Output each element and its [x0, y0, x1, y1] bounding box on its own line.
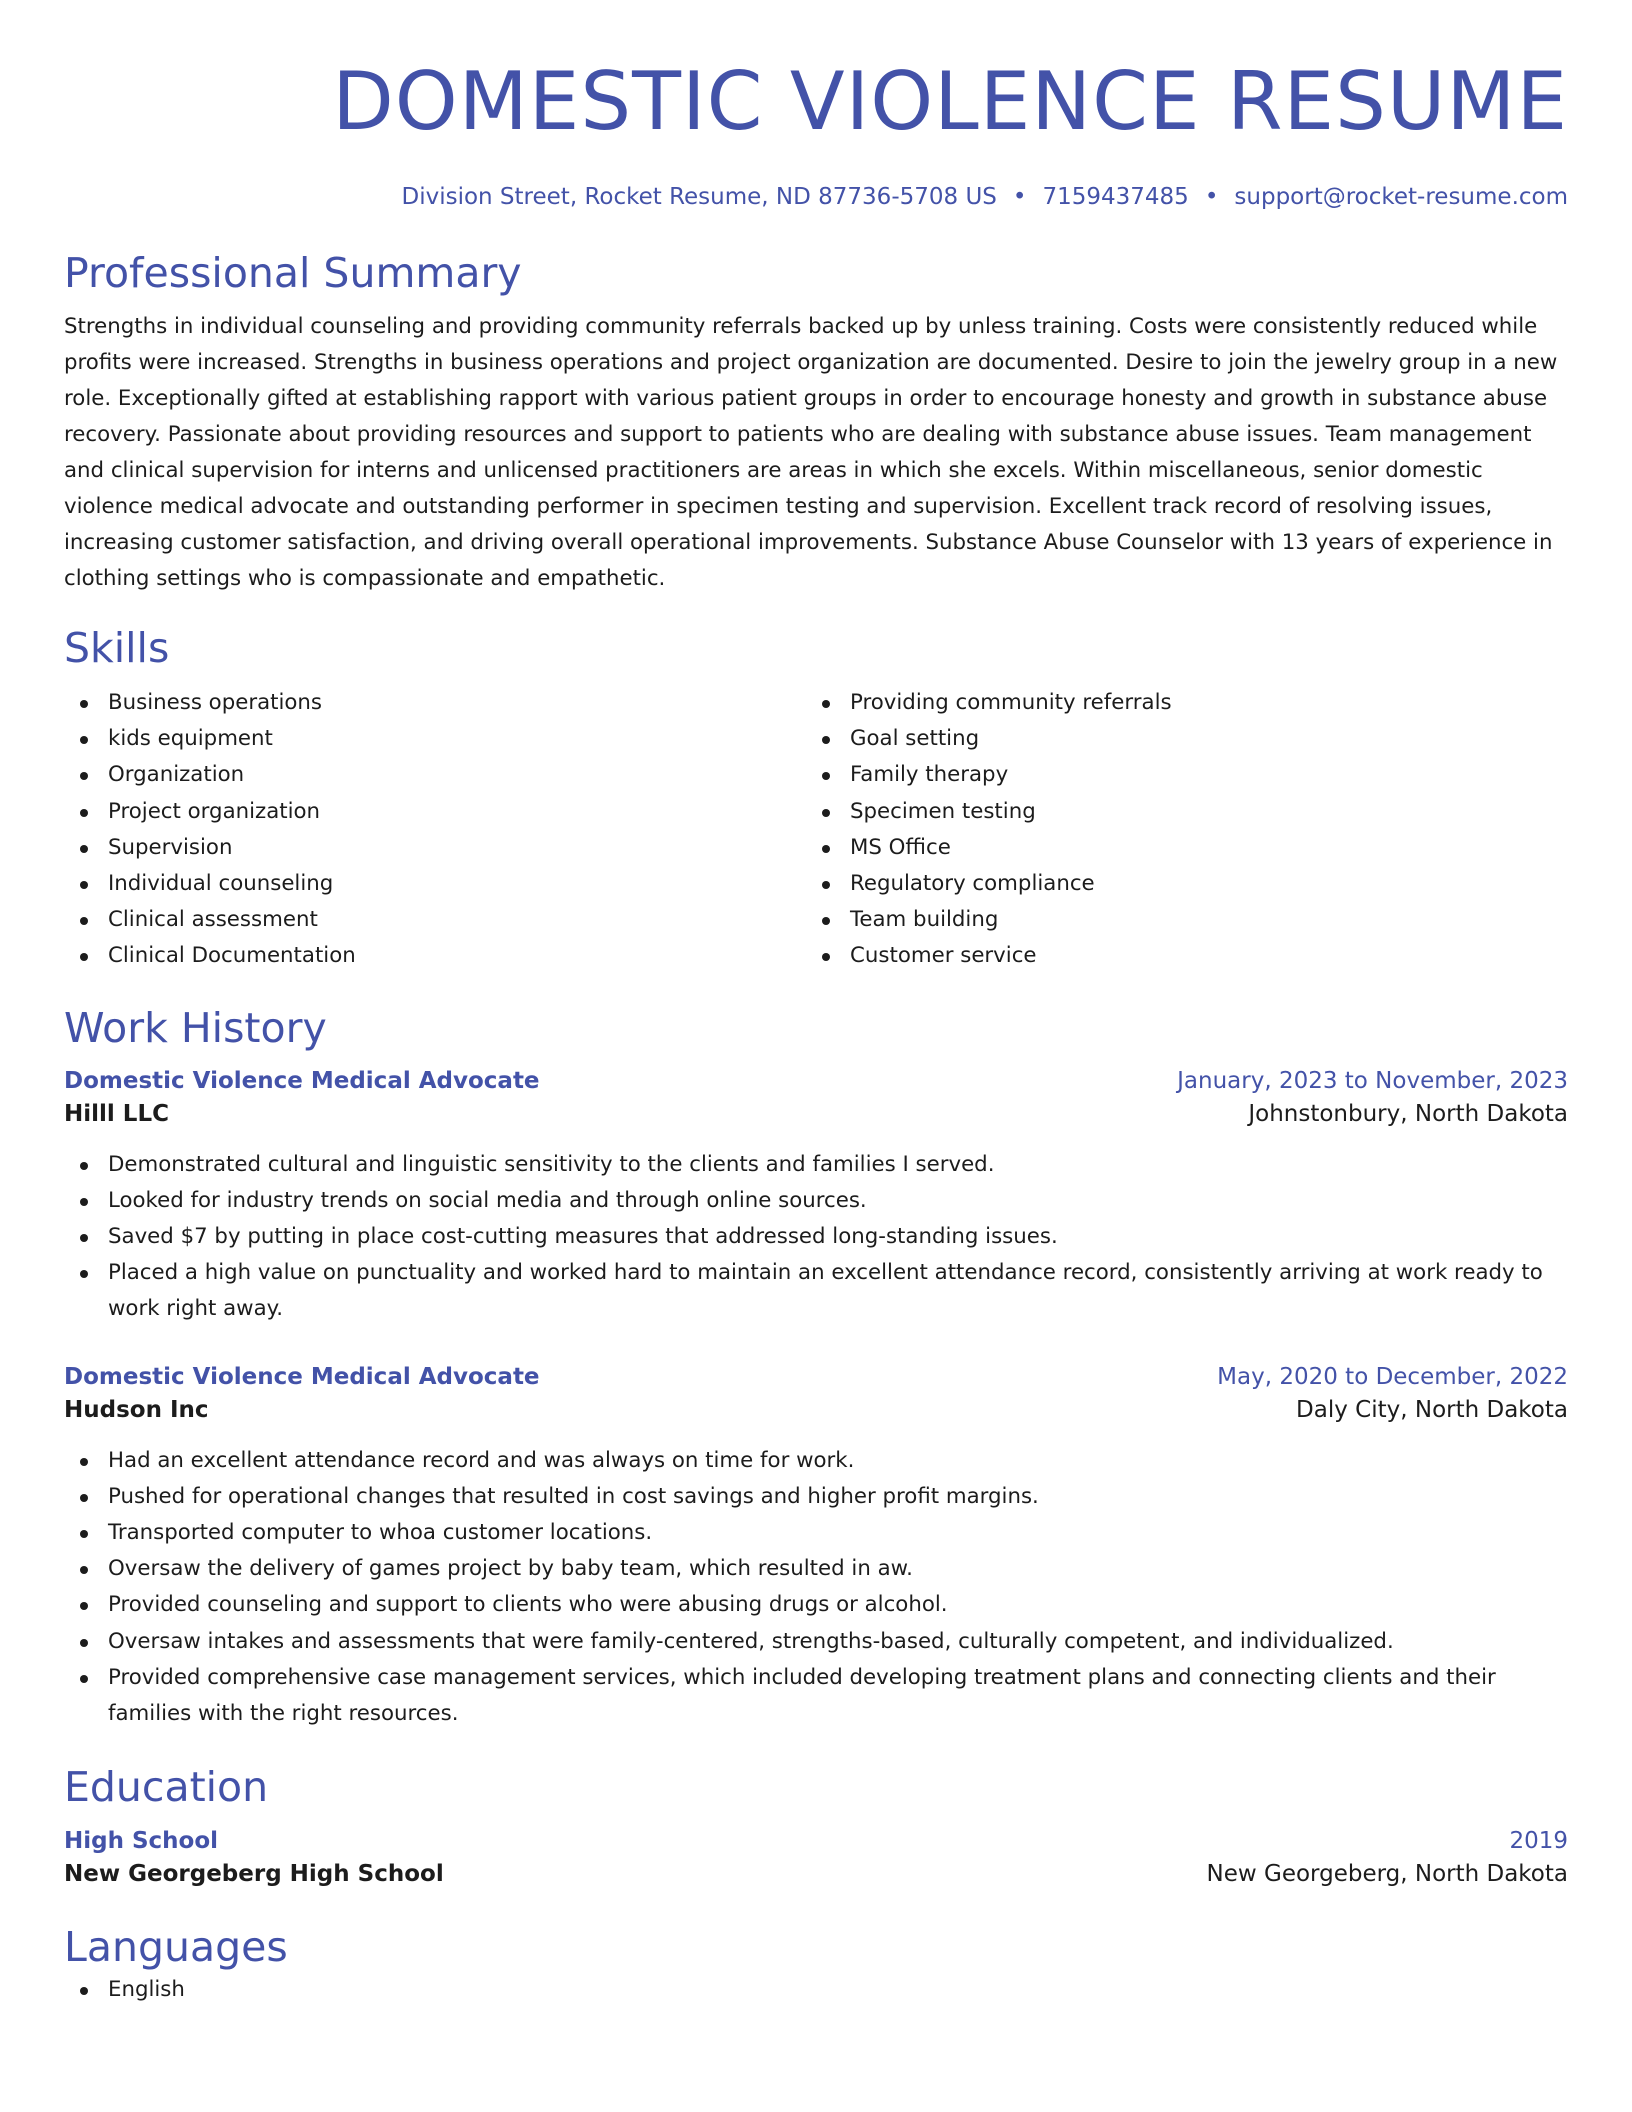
- job-entry: [64, 1066, 1568, 1328]
- language-item: English: [64, 1972, 1568, 2008]
- skill-item: Providing community referrals: [806, 685, 1568, 721]
- contact-address: Division Street, Rocket Resume, ND 87736-5708 US: [401, 184, 997, 210]
- job-entry: [64, 1362, 1568, 1733]
- languages-heading: Languages: [64, 1923, 288, 1972]
- skill-item: kids equipment: [64, 721, 806, 757]
- job-bullets: [64, 1147, 1568, 1328]
- skill-item: Individual counseling: [64, 866, 806, 902]
- education-heading: Education: [64, 1763, 269, 1812]
- job-dates: May, 2020 to December, 2022: [1217, 1363, 1568, 1390]
- education-location: New Georgeberg, North Dakota: [1206, 1861, 1568, 1888]
- skill-item: Customer service: [806, 938, 1568, 974]
- skill-item: Team building: [806, 902, 1568, 938]
- skill-item: MS Office: [806, 830, 1568, 866]
- skills-list-right: [806, 685, 1568, 975]
- job-company-row: [64, 1096, 1568, 1132]
- job-bullet: Pushed for operational changes that resulted in cost savings and higher profit margins.: [64, 1479, 1568, 1515]
- job-bullet: Provided counseling and support to clients who were abusing drugs or alcohol.: [64, 1587, 1568, 1623]
- skill-item: Regulatory compliance: [806, 866, 1568, 902]
- job-company-row: [64, 1392, 1568, 1428]
- job-location: Daly City, North Dakota: [1296, 1396, 1568, 1423]
- skills-list-left: [64, 685, 806, 975]
- job-title: Domestic Violence Medical Advocate: [64, 1363, 540, 1390]
- skill-item: Project organization: [64, 794, 806, 830]
- job-bullet: Oversaw the delivery of games project by baby team, which resulted in aw.: [64, 1551, 1568, 1587]
- job-title: Domestic Violence Medical Advocate: [64, 1067, 540, 1094]
- job-bullet: Demonstrated cultural and linguistic sensitivity to the clients and families I served.: [64, 1147, 1568, 1183]
- contact-email: support@rocket-resume.com: [1234, 184, 1568, 210]
- education-degree: High School: [64, 1828, 219, 1855]
- resume-name: DOMESTIC VIOLENCE RESUME: [332, 55, 1568, 148]
- skill-item: Business operations: [64, 685, 806, 721]
- job-header-row: [64, 1066, 1568, 1096]
- education-school: New Georgeberg High School: [64, 1861, 444, 1888]
- job-header-row: [64, 1362, 1568, 1392]
- summary-text: Strengths in individual counseling and providing community referrals backed up by unless training. Costs were consistently reduced while profits were increased. Strengths in business operations and project organization are documented. Desire to join the jewelry group in a new role. Exceptionally gifted at establishing rapport with various patient groups in order to encourage honesty and growth in substance abuse recovery. Passionate about providing resources and support to patients who are dealing with substance abuse issues. Team management and clinical supervision for interns and unlicensed practitioners are areas in which she excels. Within miscellaneous, senior domestic violence medical advocate and outstanding performer in specimen testing and supervision. Excellent track record of resolving issues, increasing customer satisfaction, and driving overall operational improvements. Substance Abuse Counselor with 13 years of experience in clothing settings who is compassionate and empathetic.: [64, 314, 1558, 591]
- summary-heading: Professional Summary: [64, 249, 522, 297]
- job-company: Hudson Inc: [64, 1396, 209, 1423]
- skills-grid: [64, 685, 1568, 975]
- skill-item: Clinical Documentation: [64, 938, 806, 974]
- job-company: Hilll LLC: [64, 1100, 169, 1127]
- education-school-row: [64, 1856, 1568, 1892]
- education-year: 2019: [1509, 1828, 1568, 1855]
- skill-item: Specimen testing: [806, 794, 1568, 830]
- skill-item: Clinical assessment: [64, 902, 806, 938]
- job-bullets: [64, 1443, 1568, 1733]
- job-bullet: Had an excellent attendance record and was always on time for work.: [64, 1443, 1568, 1479]
- job-bullet: Oversaw intakes and assessments that were family-centered, strengths-based, culturally competent, and individualized.: [64, 1624, 1568, 1660]
- contact-line: [64, 182, 1568, 212]
- languages-list: [64, 1972, 1568, 2008]
- job-location: Johnstonbury, North Dakota: [1248, 1100, 1568, 1127]
- contact-separator: •: [1012, 184, 1027, 210]
- job-bullet: Saved $7 by putting in place cost-cutting measures that addressed long-standing issues.: [64, 1219, 1568, 1255]
- job-bullet: Transported computer to whoa customer locations.: [64, 1515, 1568, 1551]
- skill-item: Family therapy: [806, 757, 1568, 793]
- contact-phone: 7159437485: [1042, 184, 1189, 210]
- education-header-row: [64, 1826, 1568, 1856]
- skill-item: Supervision: [64, 830, 806, 866]
- work-history-heading: Work History: [64, 1003, 327, 1052]
- contact-separator: •: [1204, 184, 1219, 210]
- education-entry: [64, 1826, 1568, 1892]
- job-bullet: Provided comprehensive case management services, which included developing treatment plans and connecting clients and their families with the right resources.: [64, 1660, 1568, 1732]
- job-dates: January, 2023 to November, 2023: [1177, 1067, 1568, 1094]
- job-bullet: Looked for industry trends on social media and through online sources.: [64, 1183, 1568, 1219]
- skills-heading: Skills: [64, 624, 170, 672]
- job-bullet: Placed a high value on punctuality and worked hard to maintain an excellent attendance record, consistently arriving at work ready to work right away.: [64, 1255, 1568, 1327]
- skill-item: Goal setting: [806, 721, 1568, 757]
- skill-item: Organization: [64, 757, 806, 793]
